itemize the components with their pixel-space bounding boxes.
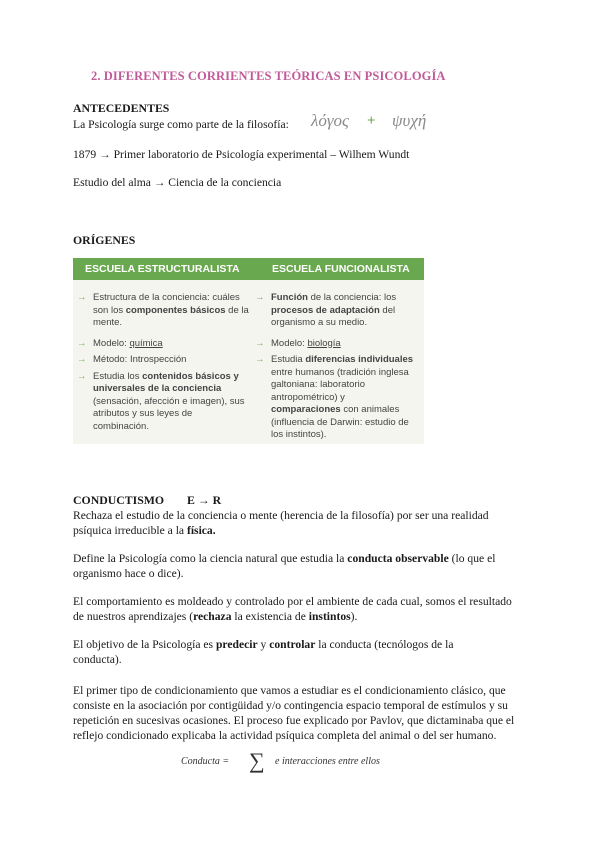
plus-sign: +	[367, 113, 376, 129]
header-funcionalista: ESCUELA FUNCIONALISTA	[272, 263, 410, 275]
formula-right: e interacciones entre ellos	[275, 756, 380, 767]
arrow-right-icon: →	[77, 337, 87, 349]
arrow-right-icon: →	[255, 292, 265, 303]
arrow-right-icon: →	[77, 292, 87, 303]
list-item: → Método: Introspección	[77, 354, 187, 365]
list-item: → Estudia diferencias individuales entre humanos (tradición inglesa galtoniana: laboratorio antropométrico) y comparaciones con animales (influencia de Darwin: estudio de los instintos).	[255, 354, 414, 440]
list-item: → Modelo: biología	[255, 337, 341, 349]
conductismo-p5: El primer tipo de condicionamiento que vamos a estudiar es el condicionamiento clásico, que consiste en la asociación por contigüidad y/o contingencia espacio temporal de estímulos y su repetición en sucesivas ocasiones. El proceso fue explicado por Pavlov, que dictaminaba que el reflejo condicionado explicaba la actividad psíquica completa del animal o del ser humano.	[73, 684, 515, 742]
arrow-right-icon: →	[255, 337, 265, 349]
antecedentes-line1: La Psicología surge como parte de la filosofía:	[73, 118, 289, 131]
column-funcionalista	[255, 292, 417, 444]
greek-logos: λόγος	[311, 111, 349, 130]
formula-left: Conducta =	[181, 756, 230, 767]
antecedentes-line3: Estudio del alma → Ciencia de la conciencia	[73, 176, 282, 189]
conductismo-p1: Rechaza el estudio de la conciencia o mente (herencia de la filosofía) por ser una realidad psíquica irreducible a la física.	[73, 509, 489, 537]
conductismo-p3: El comportamiento es moldeado y controlado por el ambiente de cada cual, somos el resultado de nuestros aprendizajes (rechaza la existencia de instintos).	[73, 595, 512, 623]
list-item: → Función de la conciencia: los procesos de adaptación del organismo a su medio.	[255, 292, 397, 328]
greek-psyche: ψυχή	[392, 111, 427, 130]
antecedentes-heading: ANTECEDENTES	[73, 101, 170, 115]
list-item: → Estudia los contenidos básicos y universales de la conciencia (sensación, afección e imagen), sus atributos y sus leyes de combinación.	[77, 370, 245, 432]
conductismo-heading: CONDUCTISMO	[73, 493, 165, 507]
origenes-heading: ORÍGENES	[73, 233, 136, 247]
antecedentes-line2: 1879 → Primer laboratorio de Psicología experimental – Wilhem Wundt	[73, 148, 410, 161]
conductismo-p2: Define la Psicología como la ciencia natural que estudia la conducta observable (lo que el organismo hace o dice).	[73, 552, 496, 580]
column-estructuralista	[77, 292, 249, 435]
section-title: 2. DIFERENTES CORRIENTES TEÓRICAS EN PSICOLOGÍA	[91, 69, 446, 83]
sigma-symbol: ∑	[249, 748, 265, 773]
header-estructuralista: ESCUELA ESTRUCTURALISTA	[85, 263, 240, 275]
list-item: → Modelo: química	[77, 337, 163, 349]
conductismo-p4: El objetivo de la Psicología es predecir y controlar la conducta (tecnólogos de la conducta).	[73, 638, 454, 666]
table-header	[73, 258, 424, 280]
arrow-right-icon: →	[77, 370, 87, 382]
list-item: → Estructura de la conciencia: cuáles son los componentes básicos de la mente.	[77, 292, 249, 328]
arrow-right-icon: →	[77, 354, 87, 365]
arrow-right-icon: →	[255, 354, 265, 365]
er-label: E → R	[187, 493, 222, 507]
schools-table	[73, 258, 424, 444]
